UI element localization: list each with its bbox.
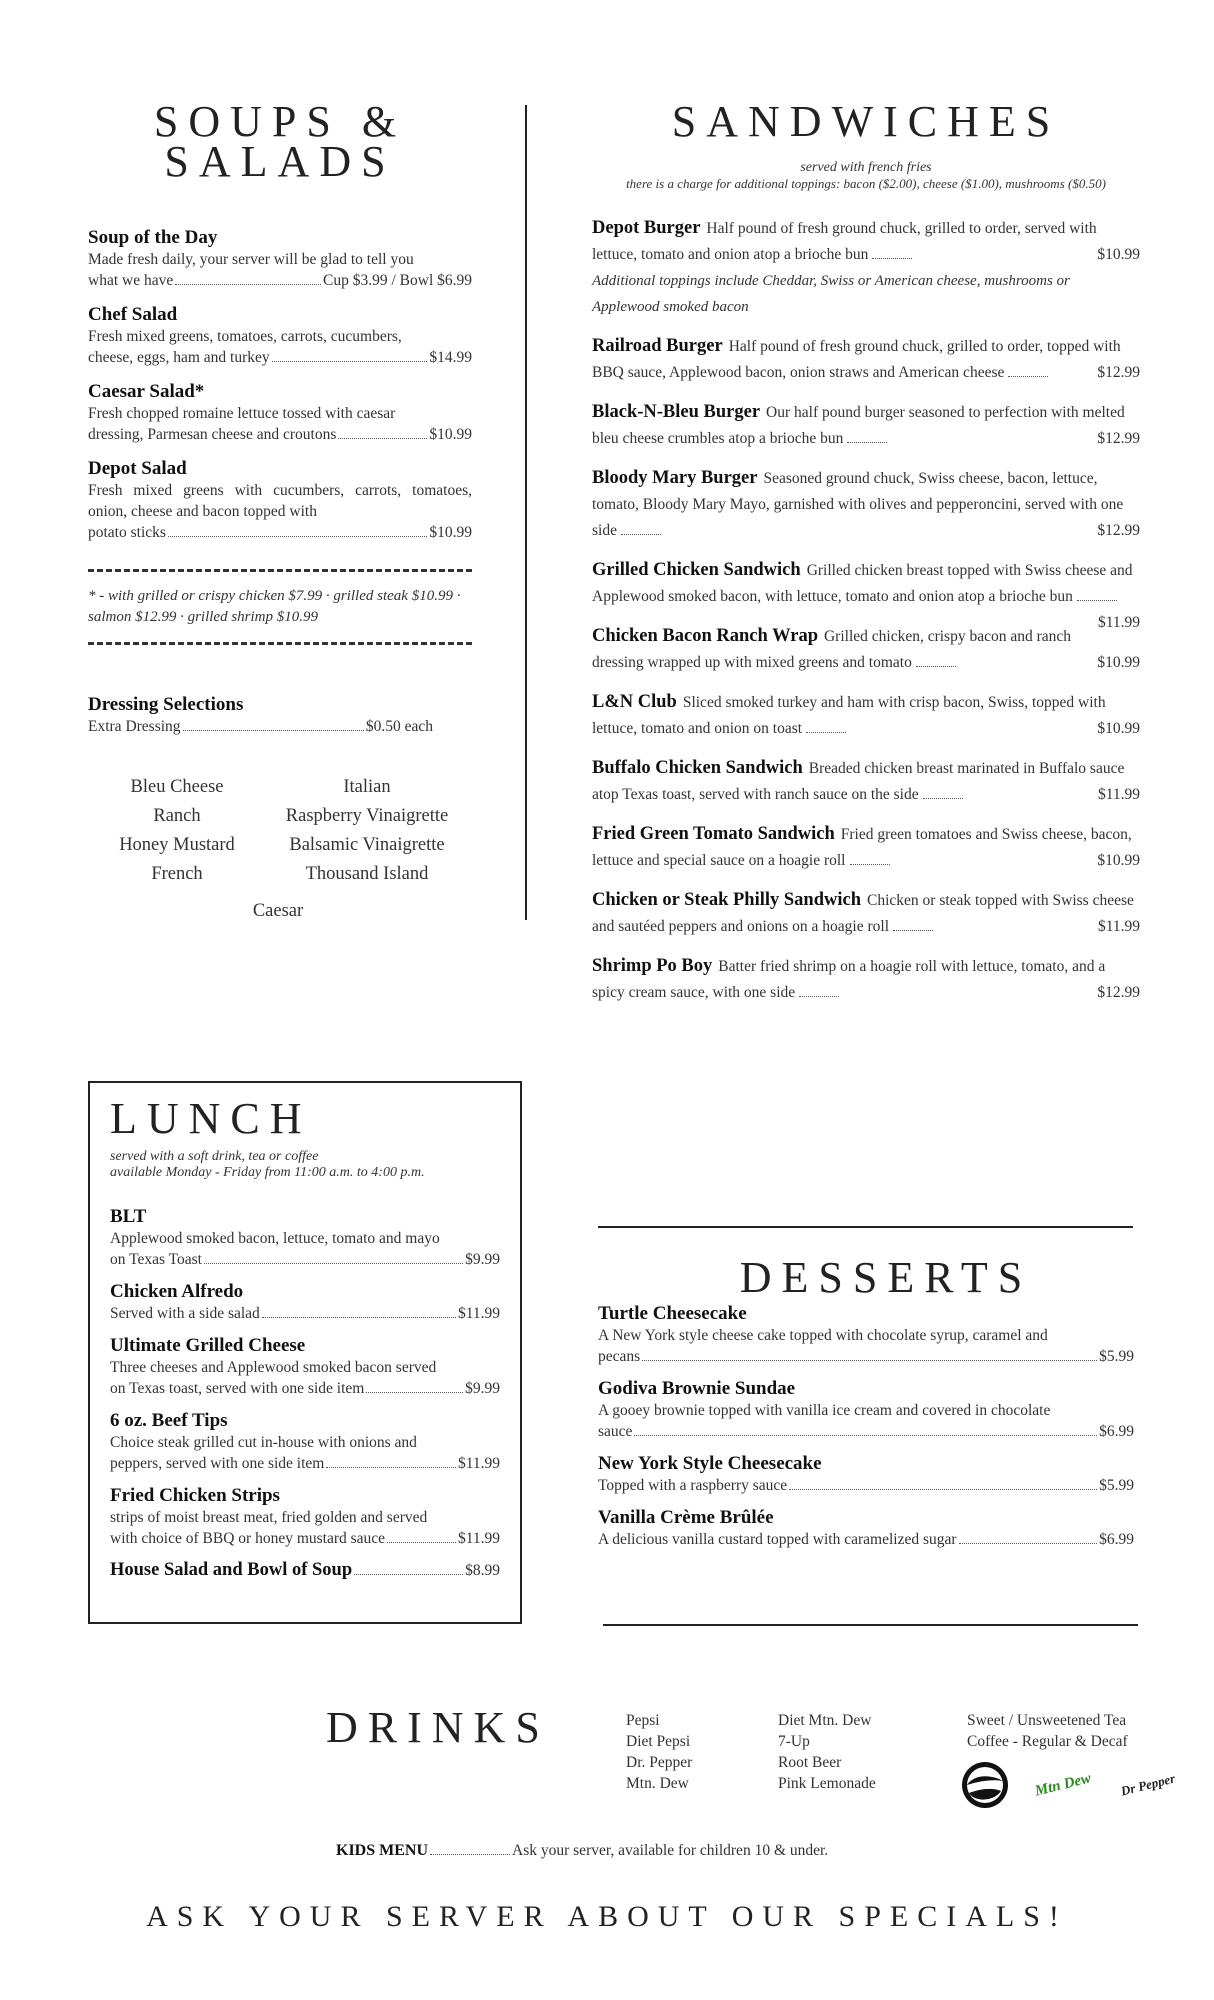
item-price: $12.99 — [1097, 984, 1140, 1001]
item-price: $5.99 — [1099, 1348, 1134, 1365]
drink-item: Diet Pepsi — [626, 1733, 691, 1750]
sandwich-list — [592, 216, 1140, 1006]
drink-item: Mtn. Dew — [626, 1775, 689, 1792]
sandwich-item — [592, 216, 1140, 320]
menu-item — [110, 1280, 500, 1324]
item-name: Grilled Chicken Sandwich — [592, 560, 801, 580]
item-name: L&N Club — [592, 692, 677, 712]
item-desc: Choice steak grilled cut in-house with onions and — [110, 1434, 417, 1451]
item-desc: Applewood smoked bacon, lettuce, tomato and mayo — [110, 1230, 440, 1247]
drinks-col-more — [778, 1710, 876, 1794]
menu-item — [110, 1484, 500, 1549]
item-name: Fried Green Tomato Sandwich — [592, 824, 835, 844]
item-name: New York Style Cheesecake — [598, 1453, 822, 1474]
item-price: $12.99 — [1097, 364, 1140, 381]
item-name: Godiva Brownie Sundae — [598, 1378, 796, 1399]
leader-dots — [916, 666, 956, 667]
item-desc: Half pound of fresh ground chuck, grilled to order, served with lettuce, tomato and onion atop a brioche bun — [592, 220, 1097, 263]
item-name: Turtle Cheesecake — [598, 1303, 747, 1324]
item-price: $10.99 — [1097, 852, 1140, 869]
dressing-option: Honey Mustard — [119, 835, 235, 855]
leader-dots — [893, 930, 933, 931]
leader-dots — [1077, 600, 1117, 601]
item-price: $11.99 — [457, 1305, 500, 1322]
leader-dots — [1008, 376, 1048, 377]
item-name: Black-N-Bleu Burger — [592, 402, 761, 422]
item-price: $9.99 — [465, 1380, 500, 1397]
leader-dots — [850, 864, 890, 865]
column-divider — [525, 105, 527, 920]
sandwich-item — [592, 756, 1140, 808]
menu-item — [110, 1205, 500, 1270]
item-name: BLT — [110, 1206, 147, 1227]
lunch-hours: available Monday - Friday from 11:00 a.m. to 4:00 p.m. — [110, 1165, 425, 1180]
item-desc: dressing, Parmesan cheese and croutons — [88, 426, 337, 443]
item-price: $6.99 — [1099, 1531, 1134, 1548]
item-desc: cheese, eggs, ham and turkey — [88, 349, 270, 366]
item-desc: sauce — [598, 1423, 633, 1440]
sandwich-item — [592, 400, 1140, 452]
dressing-option: Thousand Island — [305, 864, 429, 884]
item-desc: Breaded chicken breast marinated in Buffalo sauce atop Texas toast, served with ranch sauce on the side — [592, 760, 1125, 803]
item-name: Railroad Burger — [592, 336, 723, 356]
drink-item: Pepsi — [626, 1712, 660, 1729]
item-price: $11.99 — [1097, 614, 1140, 631]
sandwiches-subtitle: served with french fries — [800, 160, 932, 175]
item-desc: A New York style cheese cake topped with chocolate syrup, caramel and — [598, 1327, 1048, 1344]
item-desc: potato sticks — [88, 524, 166, 541]
drinks-col-hot — [967, 1710, 1128, 1752]
item-name: Chef Salad — [88, 304, 178, 325]
drink-item: Sweet / Unsweetened Tea — [967, 1712, 1127, 1729]
item-price: $12.99 — [1097, 522, 1140, 539]
menu-item — [88, 303, 472, 368]
item-price: $8.99 — [465, 1562, 500, 1579]
dressing-option: Raspberry Vinaigrette — [285, 806, 449, 826]
kids-menu-label: KIDS MENU — [336, 1842, 429, 1859]
sandwiches-title: SANDWICHES — [671, 97, 1061, 146]
item-desc: A gooey brownie topped with vanilla ice cream and covered in chocolate — [598, 1402, 1051, 1419]
item-extra-note: Additional toppings include Cheddar, Swiss or American cheese, mushrooms or Applewood smoked bacon — [592, 273, 1070, 315]
item-name: Caesar Salad* — [88, 381, 205, 402]
kids-menu-text: Ask your server, available for children 10 & under. — [512, 1842, 829, 1859]
dressing-option: Balsamic Vinaigrette — [289, 835, 445, 855]
lunch-title: LUNCH — [110, 1094, 312, 1143]
item-name: Vanilla Crème Brûlée — [598, 1507, 774, 1528]
item-desc: Three cheeses and Applewood smoked bacon served — [110, 1359, 437, 1376]
sandwich-item — [592, 888, 1140, 940]
sandwiches-subtitle-toppings: there is a charge for additional toppings: bacon ($2.00), cheese ($1.00), mushrooms ($0.50) — [626, 176, 1106, 191]
item-price: $12.99 — [1097, 430, 1140, 447]
lunch-subtitle: served with a soft drink, tea or coffee — [110, 1149, 319, 1164]
sandwich-item — [592, 334, 1140, 386]
item-desc: peppers, served with one side item — [110, 1455, 325, 1472]
item-desc: pecans — [598, 1348, 641, 1365]
item-price: $14.99 — [429, 349, 472, 366]
item-desc: on Texas toast, served with one side item — [110, 1380, 365, 1397]
item-name: Fried Chicken Strips — [110, 1485, 280, 1506]
sandwich-item — [592, 466, 1140, 544]
item-price: $10.99 — [1097, 654, 1140, 671]
item-price: $11.99 — [457, 1455, 500, 1472]
menu-item — [88, 457, 472, 543]
leader-dots — [923, 798, 963, 799]
drink-item: 7-Up — [778, 1733, 810, 1750]
drink-item: Root Beer — [778, 1754, 842, 1771]
drink-item: Pink Lemonade — [778, 1775, 876, 1792]
item-desc: Chicken or steak topped with Swiss cheese and sautéed peppers and onions on a hoagie roll — [592, 892, 1134, 935]
dr-pepper-logo-icon: Dr Pepper — [1119, 1770, 1177, 1799]
item-desc: Grilled chicken breast topped with Swiss cheese and Applewood smoked bacon, with lettuce, tomato and onion atop a brioche bun — [592, 562, 1133, 605]
item-name: Depot Salad — [88, 458, 187, 479]
drink-item: Diet Mtn. Dew — [778, 1712, 872, 1729]
menu-item — [88, 226, 472, 291]
item-price: $11.99 — [457, 1530, 500, 1547]
item-price: $11.99 — [1097, 918, 1140, 935]
leader-dots — [872, 258, 912, 259]
sandwich-item — [592, 822, 1140, 874]
lunch-section — [88, 1081, 522, 1624]
desserts-section — [598, 1253, 1134, 1560]
desserts-rule-bottom — [603, 1624, 1138, 1626]
item-desc: Topped with a raspberry sauce — [598, 1477, 788, 1494]
item-price: $5.99 — [1099, 1477, 1134, 1494]
leader-dots — [799, 996, 839, 997]
kids-menu-line — [336, 1842, 882, 1860]
dressing-option: French — [151, 864, 203, 884]
desserts-title: DESSERTS — [739, 1253, 1033, 1302]
item-name: Bloody Mary Burger — [592, 468, 758, 488]
sandwiches-section — [592, 97, 1140, 1020]
item-desc: Sliced smoked turkey and ham with crisp bacon, Swiss, topped with lettuce, tomato and onion on toast — [592, 694, 1106, 737]
extra-dressing-price: $0.50 each — [365, 718, 433, 735]
menu-item — [598, 1377, 1134, 1442]
item-name: Chicken Alfredo — [110, 1281, 244, 1302]
item-desc: Served with a side salad — [110, 1305, 260, 1322]
soups-salads-section — [88, 97, 472, 922]
pepsi-logo-icon — [962, 1762, 1008, 1808]
drink-item: Dr. Pepper — [626, 1754, 693, 1771]
item-name: Depot Burger — [592, 218, 701, 238]
item-name: Soup of the Day — [88, 227, 218, 248]
menu-item — [598, 1506, 1134, 1550]
item-name: Shrimp Po Boy — [592, 956, 713, 976]
item-desc: what we have — [88, 272, 174, 289]
sandwich-item — [592, 624, 1140, 676]
item-desc: Seasoned ground chuck, Swiss cheese, bacon, lettuce, tomato, Bloody Mary Mayo, garnished with olives and pepperoncini, served with one side — [592, 470, 1124, 539]
item-name: Buffalo Chicken Sandwich — [592, 758, 803, 778]
dessert-list — [598, 1302, 1134, 1550]
desserts-rule-top — [598, 1226, 1133, 1228]
extra-dressing-label: Extra Dressing — [88, 718, 181, 735]
dressing-option: Italian — [343, 777, 391, 797]
dressing-option: Caesar — [252, 901, 304, 921]
item-desc: Fresh mixed greens with cucumbers, carrots, tomatoes, onion, cheese and bacon topped with — [88, 482, 472, 520]
item-desc: A delicious vanilla custard topped with caramelized sugar — [598, 1531, 957, 1548]
mtn-dew-logo-icon: Mtn Dew — [1033, 1769, 1093, 1800]
dressing-option: Bleu Cheese — [130, 777, 224, 797]
leader-dots — [806, 732, 846, 733]
item-desc: Grilled chicken, crispy bacon and ranch dressing wrapped up with mixed greens and tomato — [592, 628, 1072, 671]
item-desc: Fresh chopped romaine lettuce tossed with caesar — [88, 405, 396, 422]
menu-item — [88, 380, 472, 445]
dressing-list — [82, 777, 462, 885]
sandwich-item — [592, 558, 1140, 631]
item-name: Chicken or Steak Philly Sandwich — [592, 890, 861, 910]
item-desc: Half pound of fresh ground chuck, grilled to order, topped with BBQ sauce, Applewood bacon, onion straws and American cheese — [592, 338, 1121, 381]
dressing-option: Ranch — [153, 806, 201, 826]
brand-logos — [962, 1762, 1178, 1808]
drinks-col-sodas — [626, 1710, 692, 1794]
drink-item: Coffee - Regular & Decaf — [967, 1733, 1128, 1750]
sandwich-item — [592, 690, 1140, 742]
item-price: $10.99 — [429, 426, 472, 443]
leader-dots — [847, 442, 887, 443]
item-price: $10.99 — [1097, 246, 1140, 263]
item-desc: Made fresh daily, your server will be glad to tell you — [88, 251, 414, 268]
specials-footer: ASK YOUR SERVER ABOUT OUR SPECIALS! — [146, 1900, 1068, 1933]
drinks-title: DRINKS — [326, 1703, 550, 1752]
item-price: $9.99 — [465, 1251, 500, 1268]
item-name: House Salad and Bowl of Soup — [110, 1560, 353, 1580]
item-desc: strips of moist breast meat, fried golden and served — [110, 1509, 428, 1526]
lunch-list — [110, 1205, 500, 1549]
sandwich-item — [592, 954, 1140, 1006]
soups-salads-title: SOUPS & SALADS — [153, 97, 407, 186]
item-price: Cup $3.99 / Bowl $6.99 — [323, 272, 472, 289]
dashed-divider — [88, 569, 472, 572]
item-price: $10.99 — [1097, 720, 1140, 737]
item-price: $10.99 — [429, 524, 472, 541]
item-price: $6.99 — [1099, 1423, 1134, 1440]
menu-item — [110, 1334, 500, 1399]
item-name: Chicken Bacon Ranch Wrap — [592, 626, 818, 646]
item-name: 6 oz. Beef Tips — [110, 1410, 228, 1431]
item-desc: Our half pound burger seasoned to perfection with melted bleu cheese crumbles atop a brioche bun — [592, 404, 1125, 447]
menu-item — [110, 1409, 500, 1474]
menu-item — [598, 1452, 1134, 1496]
dressing-title: Dressing Selections — [88, 694, 244, 715]
item-desc: Fried green tomatoes and Swiss cheese, bacon, lettuce and special sauce on a hoagie roll — [592, 826, 1132, 869]
menu-item — [598, 1302, 1134, 1367]
item-name: Ultimate Grilled Cheese — [110, 1335, 306, 1356]
item-desc: with choice of BBQ or honey mustard sauce — [110, 1530, 386, 1547]
item-desc: Fresh mixed greens, tomatoes, carrots, cucumbers, — [88, 328, 402, 345]
item-desc: Batter fried shrimp on a hoagie roll with lettuce, tomato, and a spicy cream sauce, with one side — [592, 958, 1106, 1001]
item-desc: on Texas Toast — [110, 1251, 202, 1268]
item-price: $11.99 — [1097, 786, 1140, 803]
protein-addons-note: * - with grilled or crispy chicken $7.99 · grilled steak $10.99 · salmon $12.99 · grilled shrimp $10.99 — [88, 588, 461, 625]
leader-dots — [621, 534, 661, 535]
